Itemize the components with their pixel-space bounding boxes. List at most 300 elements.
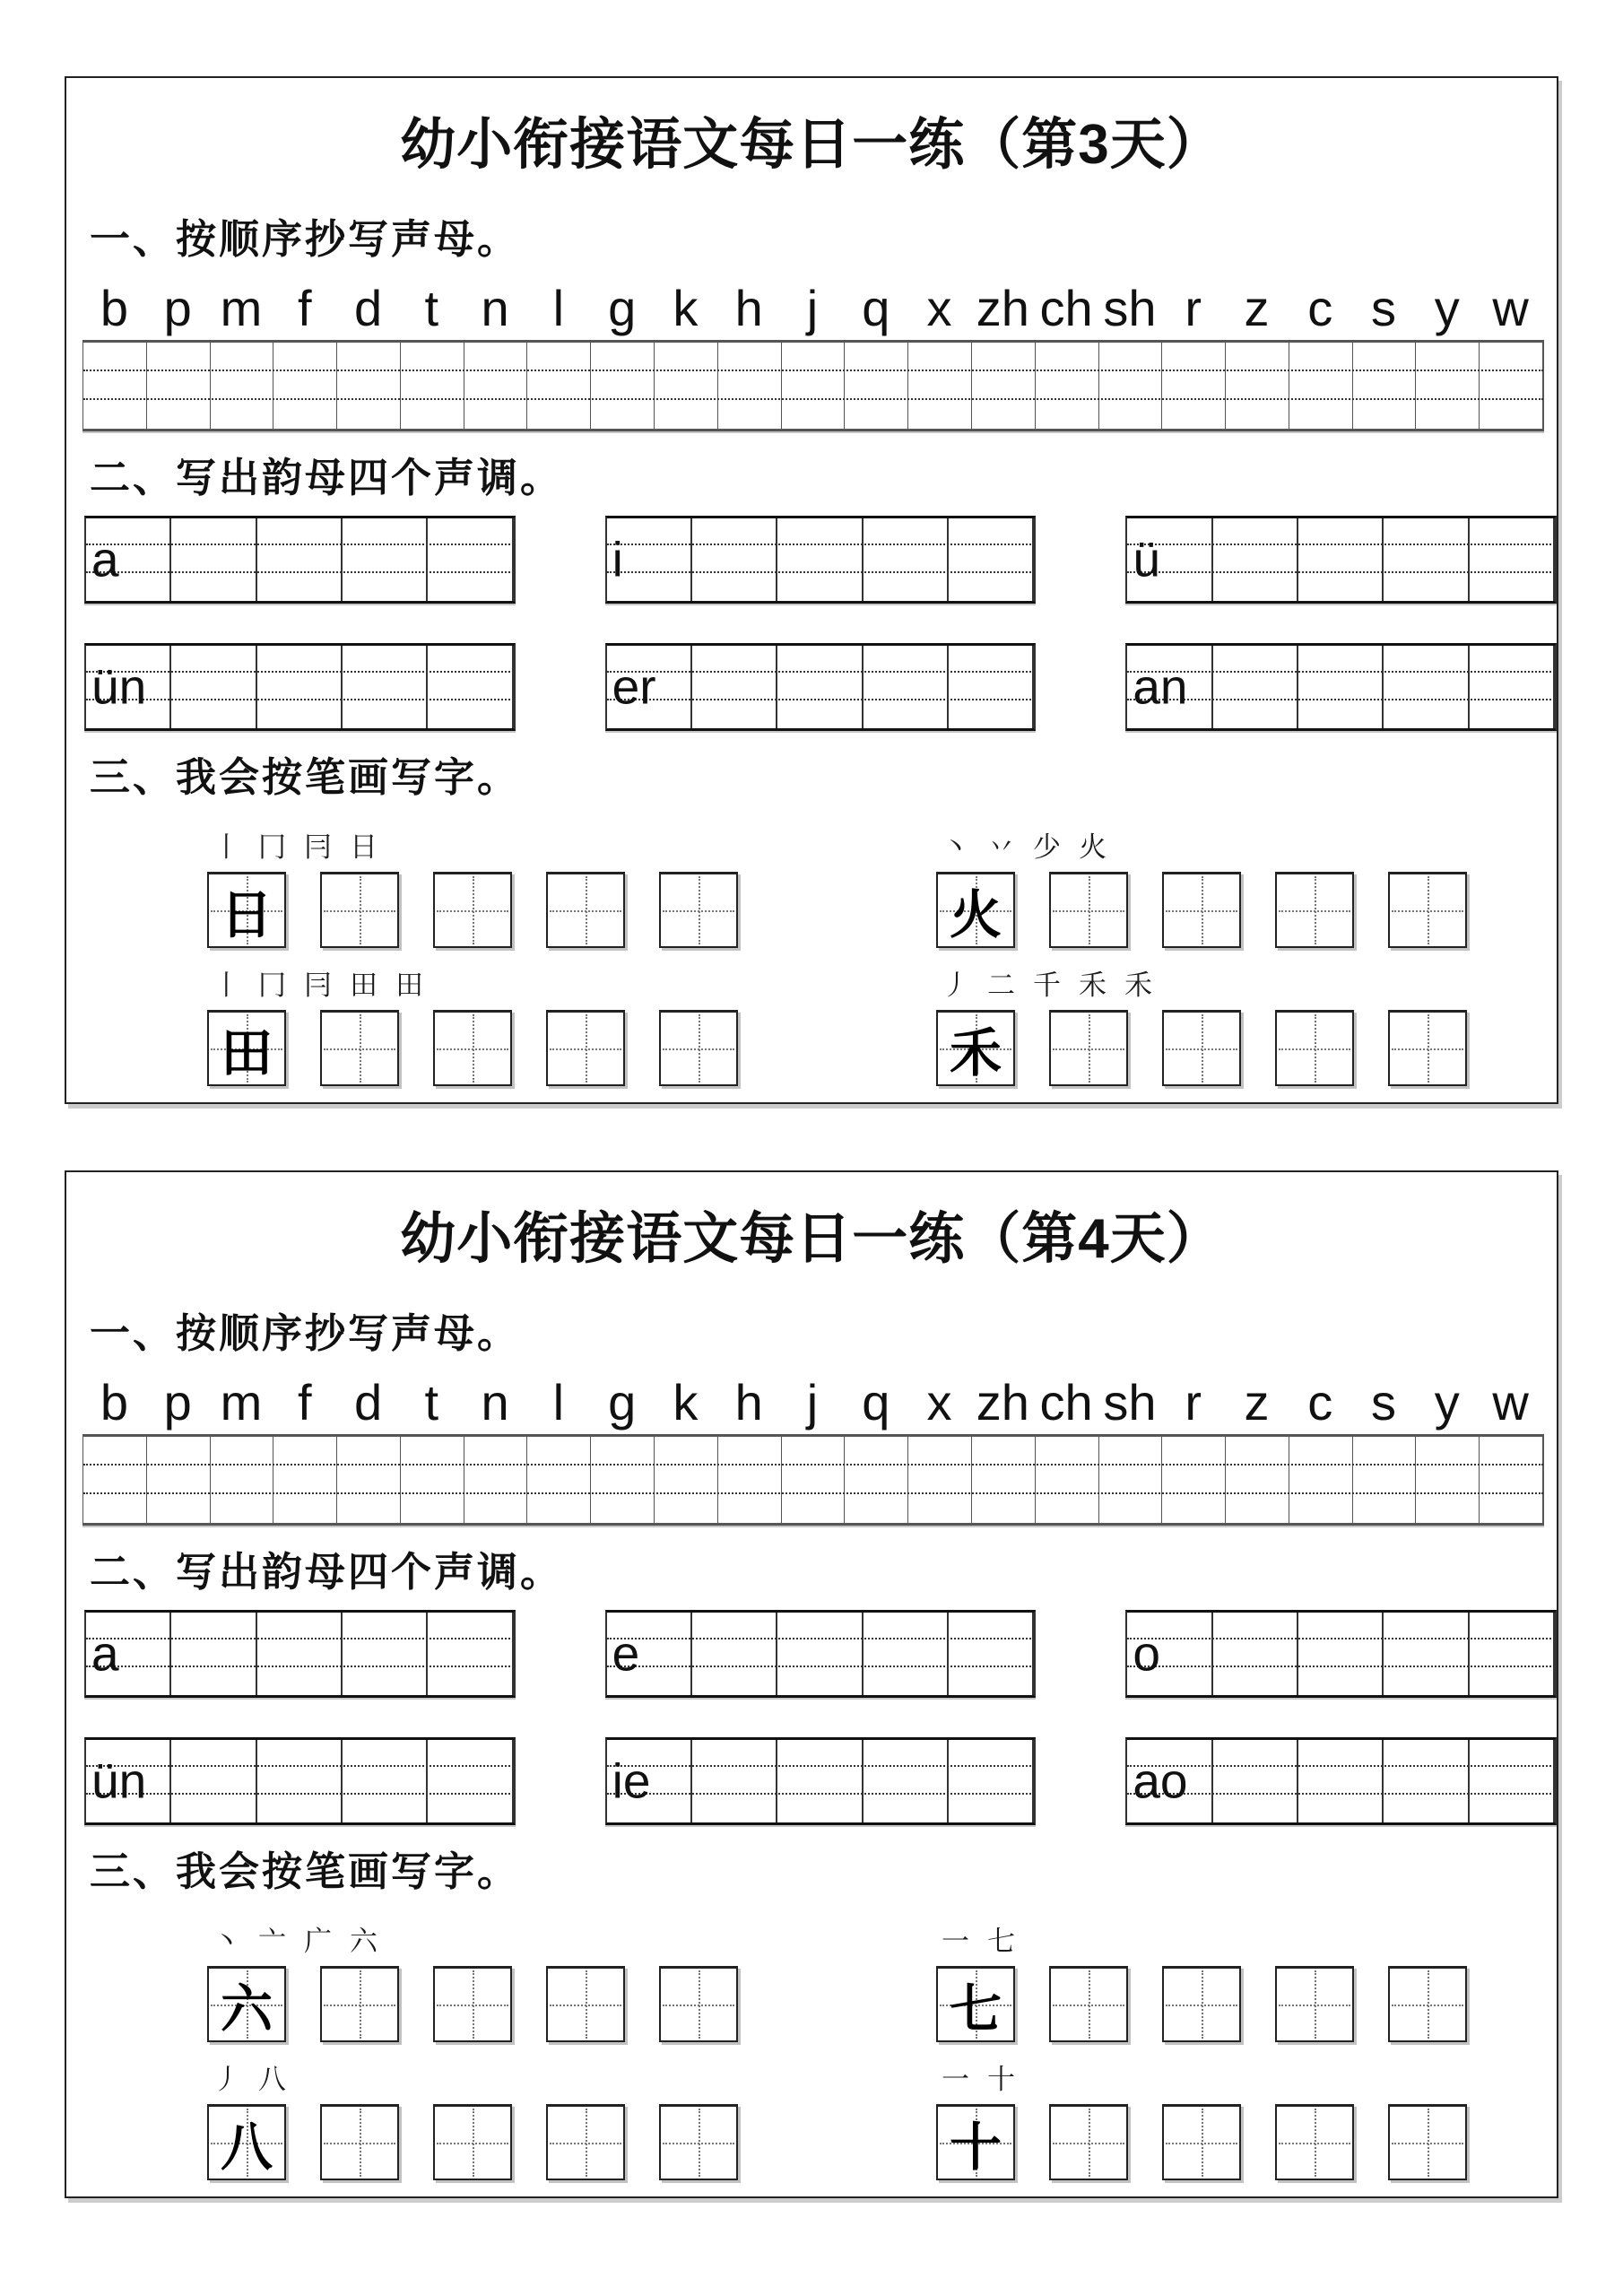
stroke-step: 冃 bbox=[304, 970, 332, 1001]
pinyin-grid-cell bbox=[655, 1437, 718, 1523]
grid-dashed-line bbox=[83, 398, 1543, 400]
stroke-order-hint bbox=[213, 831, 738, 864]
initial-letter: k bbox=[673, 280, 699, 336]
initial-letter: s bbox=[1371, 280, 1397, 336]
pinyin-grid-cell bbox=[1162, 343, 1226, 429]
final-grid-cell bbox=[428, 518, 513, 601]
finals-row bbox=[84, 1610, 1557, 1698]
pinyin-grid-cell bbox=[211, 1437, 274, 1523]
grid-dashed-line bbox=[86, 1665, 514, 1667]
character-practice-square bbox=[659, 1010, 738, 1086]
grid-dashed-line bbox=[86, 1765, 514, 1767]
character-practice-square bbox=[1162, 1010, 1241, 1086]
final-grid-cell bbox=[428, 1613, 513, 1695]
character-group-十 bbox=[936, 2064, 1467, 2180]
pinyin-grid-cell bbox=[591, 343, 655, 429]
final-grid-cell bbox=[949, 646, 1034, 728]
initial-letter: zh bbox=[976, 1374, 1029, 1431]
initial-letter: ch bbox=[1039, 1374, 1093, 1431]
character-group-火 bbox=[936, 831, 1467, 948]
final-grid-cell bbox=[864, 518, 949, 601]
final-grid-an bbox=[1125, 643, 1557, 731]
character-practice-square bbox=[1049, 2104, 1128, 2180]
initial-letter: k bbox=[673, 1374, 699, 1431]
character-practice-square bbox=[546, 1966, 625, 2042]
final-grid-cell bbox=[607, 518, 692, 601]
grid-dashed-line bbox=[86, 699, 514, 700]
stroke-step: 丶 bbox=[942, 831, 969, 863]
initial-letter: j bbox=[806, 280, 819, 336]
practice-squares bbox=[936, 872, 1467, 948]
initial-letter: d bbox=[353, 280, 383, 336]
initial-letter: x bbox=[926, 1374, 952, 1431]
section2-heading: 二、写出韵母四个声调。 bbox=[90, 1550, 564, 1595]
final-grid-cell bbox=[1384, 1613, 1469, 1695]
final-grid-cell bbox=[171, 1740, 256, 1822]
stroke-order-hint bbox=[213, 2064, 738, 2096]
final-grid-cell bbox=[1127, 646, 1212, 728]
grid-dashed-line bbox=[86, 1793, 514, 1795]
pinyin-copy-grid bbox=[82, 1434, 1544, 1526]
final-grid-e bbox=[605, 1610, 1037, 1698]
initial-letter: c bbox=[1307, 280, 1333, 336]
character-group-禾 bbox=[936, 970, 1467, 1086]
pinyin-grid-cell bbox=[401, 343, 464, 429]
practice-squares bbox=[207, 872, 738, 948]
stroke-step: 丿 bbox=[213, 2064, 240, 2095]
character-practice-square bbox=[207, 872, 286, 948]
pinyin-grid-cell bbox=[147, 343, 211, 429]
initial-letter: sh bbox=[1103, 280, 1157, 336]
final-grid-ün bbox=[84, 1737, 516, 1825]
practice-squares bbox=[936, 2104, 1467, 2180]
character-practice-square bbox=[1162, 872, 1241, 948]
pinyin-grid-cell bbox=[1289, 343, 1353, 429]
stroke-step: 六 bbox=[350, 1926, 378, 1957]
initial-letter: h bbox=[734, 280, 763, 336]
character-practice-square bbox=[320, 872, 399, 948]
stroke-order-hint bbox=[213, 970, 738, 1002]
grid-dashed-line bbox=[86, 544, 514, 545]
final-label: ie bbox=[612, 1752, 651, 1809]
final-grid-cell bbox=[1470, 646, 1555, 728]
initial-letter: l bbox=[552, 1374, 565, 1431]
final-grid-cell bbox=[949, 1613, 1034, 1695]
character-practice-square bbox=[1049, 1966, 1128, 2042]
pinyin-grid-cell bbox=[782, 343, 846, 429]
grid-dashed-line bbox=[607, 544, 1035, 545]
final-label: an bbox=[1133, 658, 1188, 715]
character-practice-square bbox=[1049, 1010, 1128, 1086]
pinyin-grid-cell bbox=[464, 343, 528, 429]
final-label: er bbox=[612, 658, 656, 715]
stroke-step: 冃 bbox=[304, 831, 332, 863]
final-grid-cell bbox=[777, 646, 863, 728]
character-group-六 bbox=[207, 1926, 738, 2042]
character-group-八 bbox=[207, 2064, 738, 2180]
initials-row bbox=[82, 1371, 1542, 1431]
pinyin-grid-cell bbox=[845, 1437, 908, 1523]
finals-row bbox=[84, 643, 1557, 731]
initial-letter: p bbox=[163, 1374, 192, 1431]
final-grid-cell bbox=[1298, 518, 1384, 601]
final-label: a bbox=[91, 531, 119, 587]
grid-dashed-line bbox=[86, 671, 514, 673]
pinyin-grid-cell bbox=[845, 343, 908, 429]
character-practice-square bbox=[1388, 872, 1467, 948]
final-grid-cell bbox=[1213, 646, 1298, 728]
final-grid-i bbox=[605, 516, 1037, 604]
pinyin-grid-cell bbox=[147, 1437, 211, 1523]
practice-character: 禾 bbox=[949, 1024, 1002, 1083]
final-grid-cell bbox=[171, 518, 256, 601]
final-grid-cell bbox=[949, 518, 1034, 601]
character-practice-square bbox=[433, 2104, 512, 2180]
final-grid-o bbox=[1125, 1610, 1557, 1698]
grid-dashed-line bbox=[83, 370, 1543, 371]
final-label: ü bbox=[1133, 531, 1160, 587]
final-grid-cell bbox=[864, 646, 949, 728]
grid-dashed-line bbox=[1127, 1765, 1555, 1767]
pinyin-grid-cell bbox=[1416, 343, 1480, 429]
final-grid-cell bbox=[1213, 1740, 1298, 1822]
pinyin-grid-cell bbox=[273, 1437, 337, 1523]
initial-letter: r bbox=[1185, 1374, 1202, 1431]
initial-letter: f bbox=[297, 280, 312, 336]
grid-dashed-line bbox=[1127, 671, 1555, 673]
final-grid-cell bbox=[1384, 1740, 1469, 1822]
pinyin-grid-cell bbox=[1226, 343, 1289, 429]
final-grid-cell bbox=[864, 1613, 949, 1695]
pinyin-grid-cell bbox=[972, 343, 1036, 429]
final-grid-cell bbox=[343, 1613, 428, 1695]
final-grid-a bbox=[84, 1610, 516, 1698]
final-grid-cell bbox=[1298, 1613, 1384, 1695]
stroke-step: 千 bbox=[1033, 970, 1061, 1001]
initial-letter: h bbox=[734, 1374, 763, 1431]
pinyin-copy-grid bbox=[82, 340, 1544, 431]
final-grid-cell bbox=[692, 646, 777, 728]
pinyin-grid-cell bbox=[527, 343, 591, 429]
initial-letter: m bbox=[220, 1374, 263, 1431]
pinyin-grid-cell bbox=[527, 1437, 591, 1523]
stroke-row bbox=[207, 831, 1557, 948]
pinyin-grid-cell bbox=[1099, 1437, 1163, 1523]
grid-dashed-line bbox=[86, 1638, 514, 1639]
final-grid-cell bbox=[777, 1613, 863, 1695]
stroke-step: 二 bbox=[987, 970, 1015, 1001]
final-grid-cell bbox=[343, 1740, 428, 1822]
stroke-step: 丨 bbox=[213, 831, 240, 863]
finals-row bbox=[84, 516, 1557, 604]
initial-letter: n bbox=[481, 1374, 509, 1431]
pinyin-grid-cell bbox=[972, 1437, 1036, 1523]
final-grid-cell bbox=[343, 518, 428, 601]
pinyin-grid-cell bbox=[1036, 343, 1099, 429]
stroke-row bbox=[207, 1926, 1557, 2042]
character-practice-square bbox=[1049, 872, 1128, 948]
pinyin-grid-cell bbox=[1036, 1437, 1099, 1523]
character-practice-square bbox=[936, 1966, 1015, 2042]
initial-letter: r bbox=[1185, 280, 1202, 336]
final-grid-ie bbox=[605, 1737, 1037, 1825]
practice-character: 六 bbox=[220, 1980, 273, 2039]
character-practice-square bbox=[936, 1010, 1015, 1086]
grid-dashed-line bbox=[1127, 1665, 1555, 1667]
character-practice-square bbox=[1275, 872, 1354, 948]
stroke-step: 八 bbox=[258, 2064, 286, 2095]
character-practice-square bbox=[659, 1966, 738, 2042]
stroke-step: 丷 bbox=[987, 831, 1015, 863]
character-practice-square bbox=[1162, 1966, 1241, 2042]
stroke-row bbox=[207, 2064, 1557, 2180]
stroke-step: 七 bbox=[987, 1926, 1015, 1957]
grid-dashed-line bbox=[1127, 571, 1555, 573]
final-grid-cell bbox=[257, 518, 343, 601]
final-grid-cell bbox=[171, 1613, 256, 1695]
practice-character: 田 bbox=[220, 1024, 273, 1083]
final-grid-cell bbox=[777, 518, 863, 601]
pinyin-grid-cell bbox=[718, 343, 782, 429]
initial-letter: m bbox=[220, 280, 263, 336]
grid-dashed-line bbox=[607, 571, 1035, 573]
final-grid-cell bbox=[1127, 1613, 1212, 1695]
final-label: o bbox=[1133, 1625, 1160, 1682]
final-grid-cell bbox=[1470, 1613, 1555, 1695]
initial-letter: g bbox=[608, 1374, 637, 1431]
character-practice-square bbox=[1388, 2104, 1467, 2180]
stroke-step: 丶 bbox=[213, 1926, 240, 1957]
final-grid-cell bbox=[607, 646, 692, 728]
practice-character: 日 bbox=[220, 886, 273, 944]
initial-letter: sh bbox=[1103, 1374, 1157, 1431]
practice-squares bbox=[936, 1966, 1467, 2042]
stroke-step: 禾 bbox=[1079, 970, 1107, 1001]
initial-letter: zh bbox=[976, 280, 1029, 336]
practice-character: 八 bbox=[220, 2118, 273, 2177]
initial-letter: c bbox=[1307, 1374, 1333, 1431]
final-grid-cell bbox=[777, 1740, 863, 1822]
finals-row bbox=[84, 1737, 1557, 1825]
final-grid-er bbox=[605, 643, 1037, 731]
pinyin-grid-cell bbox=[1353, 1437, 1417, 1523]
character-practice-square bbox=[936, 872, 1015, 948]
pinyin-grid-cell bbox=[83, 343, 147, 429]
grid-dashed-line bbox=[607, 1665, 1035, 1667]
final-grid-cell bbox=[692, 518, 777, 601]
initial-letter: n bbox=[481, 280, 509, 336]
final-grid-ün bbox=[84, 643, 516, 731]
pinyin-grid-cell bbox=[908, 343, 972, 429]
final-grid-cell bbox=[692, 1740, 777, 1822]
final-grid-cell bbox=[1384, 646, 1469, 728]
section3-heading: 三、我会按笔画写字。 bbox=[90, 755, 521, 800]
grid-dashed-line bbox=[83, 1464, 1543, 1465]
grid-dashed-line bbox=[1127, 699, 1555, 700]
grid-dashed-line bbox=[607, 699, 1035, 700]
section1-heading: 一、按顺序抄写声母。 bbox=[90, 1311, 521, 1356]
final-grid-cell bbox=[607, 1613, 692, 1695]
final-label: a bbox=[91, 1625, 119, 1682]
stroke-step: 一 bbox=[942, 1926, 969, 1957]
section3-heading: 三、我会按笔画写字。 bbox=[90, 1849, 521, 1894]
grid-dashed-line bbox=[83, 1492, 1543, 1494]
stroke-step: 日 bbox=[350, 831, 378, 863]
initial-letter: x bbox=[926, 280, 952, 336]
stroke-order-hint bbox=[942, 2064, 1467, 2096]
pinyin-grid-cell bbox=[782, 1437, 846, 1523]
character-practice-square bbox=[546, 1010, 625, 1086]
final-grid-ü bbox=[1125, 516, 1557, 604]
pinyin-grid-cell bbox=[1416, 1437, 1480, 1523]
final-grid-cell bbox=[257, 646, 343, 728]
character-practice-square bbox=[659, 2104, 738, 2180]
pinyin-grid-cell bbox=[718, 1437, 782, 1523]
character-practice-square bbox=[1388, 1010, 1467, 1086]
grid-dashed-line bbox=[86, 571, 514, 573]
stroke-step: 丨 bbox=[213, 970, 240, 1001]
grid-dashed-line bbox=[607, 1793, 1035, 1795]
pinyin-grid-cell bbox=[464, 1437, 528, 1523]
final-label: ün bbox=[91, 1752, 147, 1809]
practice-squares bbox=[207, 2104, 738, 2180]
final-grid-cell bbox=[1470, 1740, 1555, 1822]
initial-letter: z bbox=[1244, 280, 1270, 336]
initial-letter: q bbox=[862, 280, 890, 336]
final-grid-cell bbox=[257, 1613, 343, 1695]
practice-character: 火 bbox=[949, 886, 1002, 944]
character-practice-square bbox=[320, 1010, 399, 1086]
stroke-order-hint bbox=[213, 1926, 738, 1958]
pinyin-grid-cell bbox=[337, 1437, 401, 1523]
initial-letter: j bbox=[806, 1374, 819, 1431]
stroke-step: 冂 bbox=[258, 970, 286, 1001]
final-grid-cell bbox=[949, 1740, 1034, 1822]
character-practice-square bbox=[1162, 2104, 1241, 2180]
pinyin-grid-cell bbox=[1289, 1437, 1353, 1523]
initial-letter: y bbox=[1434, 1374, 1460, 1431]
pinyin-grid-cell bbox=[1353, 343, 1417, 429]
final-label: e bbox=[612, 1625, 640, 1682]
stroke-order-hint bbox=[942, 970, 1467, 1002]
character-practice-square bbox=[320, 2104, 399, 2180]
final-grid-cell bbox=[86, 646, 171, 728]
pinyin-grid-cell bbox=[908, 1437, 972, 1523]
final-grid-cell bbox=[257, 1740, 343, 1822]
initial-letter: l bbox=[552, 280, 565, 336]
final-grid-cell bbox=[1213, 518, 1298, 601]
stroke-step: 丿 bbox=[942, 970, 969, 1001]
final-grid-cell bbox=[864, 1740, 949, 1822]
character-group-七 bbox=[936, 1926, 1467, 2042]
practice-character: 十 bbox=[949, 2118, 1002, 2177]
stroke-step: 广 bbox=[304, 1926, 332, 1957]
character-practice-square bbox=[1275, 1010, 1354, 1086]
worksheet-page-2 bbox=[65, 1170, 1558, 2198]
final-label: ün bbox=[91, 658, 147, 715]
section1-heading: 一、按顺序抄写声母。 bbox=[90, 217, 521, 262]
initial-letter: b bbox=[100, 1374, 128, 1431]
stroke-step: 少 bbox=[1033, 831, 1061, 863]
final-grid-cell bbox=[607, 1740, 692, 1822]
pinyin-grid-cell bbox=[655, 343, 718, 429]
character-practice-square bbox=[207, 2104, 286, 2180]
initial-letter: z bbox=[1244, 1374, 1270, 1431]
initial-letter: q bbox=[862, 1374, 890, 1431]
initials-row bbox=[82, 277, 1542, 336]
stroke-row bbox=[207, 970, 1557, 1086]
initial-letter: w bbox=[1492, 280, 1529, 336]
grid-dashed-line bbox=[1127, 544, 1555, 545]
grid-dashed-line bbox=[607, 1638, 1035, 1639]
character-practice-square bbox=[1275, 2104, 1354, 2180]
character-practice-square bbox=[207, 1966, 286, 2042]
final-grid-cell bbox=[1213, 1613, 1298, 1695]
grid-dashed-line bbox=[607, 1765, 1035, 1767]
pinyin-grid-cell bbox=[1162, 1437, 1226, 1523]
page-title: 幼小衔接语文每日一练（第3天） bbox=[400, 114, 1223, 176]
character-practice-square bbox=[207, 1010, 286, 1086]
practice-squares bbox=[936, 1010, 1467, 1086]
final-grid-cell bbox=[1298, 1740, 1384, 1822]
stroke-step: 冂 bbox=[258, 831, 286, 863]
character-practice-square bbox=[320, 1966, 399, 2042]
stroke-step: 田 bbox=[350, 970, 378, 1001]
character-practice-square bbox=[936, 2104, 1015, 2180]
stroke-step: 禾 bbox=[1124, 970, 1152, 1001]
final-grid-cell bbox=[1298, 646, 1384, 728]
final-grid-cell bbox=[692, 1613, 777, 1695]
worksheet-page-1 bbox=[65, 76, 1558, 1104]
stroke-step: 田 bbox=[395, 970, 423, 1001]
character-practice-square bbox=[546, 872, 625, 948]
character-group-日 bbox=[207, 831, 738, 948]
stroke-step: 亠 bbox=[258, 1926, 286, 1957]
pinyin-grid-cell bbox=[1480, 343, 1543, 429]
initial-letter: y bbox=[1434, 280, 1460, 336]
initial-letter: b bbox=[100, 280, 128, 336]
character-practice-square bbox=[546, 2104, 625, 2180]
stroke-step: 一 bbox=[942, 2064, 969, 2095]
final-grid-cell bbox=[171, 646, 256, 728]
practice-squares bbox=[207, 1966, 738, 2042]
initial-letter: s bbox=[1371, 1374, 1397, 1431]
stroke-step: 十 bbox=[987, 2064, 1015, 2095]
final-label: ao bbox=[1133, 1752, 1188, 1809]
character-practice-square bbox=[433, 872, 512, 948]
grid-dashed-line bbox=[1127, 1793, 1555, 1795]
page-title: 幼小衔接语文每日一练（第4天） bbox=[400, 1208, 1223, 1270]
final-grid-ao bbox=[1125, 1737, 1557, 1825]
pinyin-grid-cell bbox=[273, 343, 337, 429]
initial-letter: f bbox=[297, 1374, 312, 1431]
grid-dashed-line bbox=[1127, 1638, 1555, 1639]
pinyin-grid-cell bbox=[337, 343, 401, 429]
final-grid-cell bbox=[1470, 518, 1555, 601]
character-practice-square bbox=[433, 1966, 512, 2042]
pinyin-grid-cell bbox=[1226, 1437, 1289, 1523]
initial-letter: d bbox=[353, 1374, 383, 1431]
initial-letter: ch bbox=[1039, 280, 1093, 336]
grid-dashed-line bbox=[607, 671, 1035, 673]
practice-character: 七 bbox=[949, 1980, 1002, 2039]
character-practice-square bbox=[659, 872, 738, 948]
final-label: i bbox=[612, 531, 623, 587]
final-grid-a bbox=[84, 516, 516, 604]
stroke-step: 火 bbox=[1079, 831, 1107, 863]
final-grid-cell bbox=[428, 1740, 513, 1822]
pinyin-grid-cell bbox=[591, 1437, 655, 1523]
